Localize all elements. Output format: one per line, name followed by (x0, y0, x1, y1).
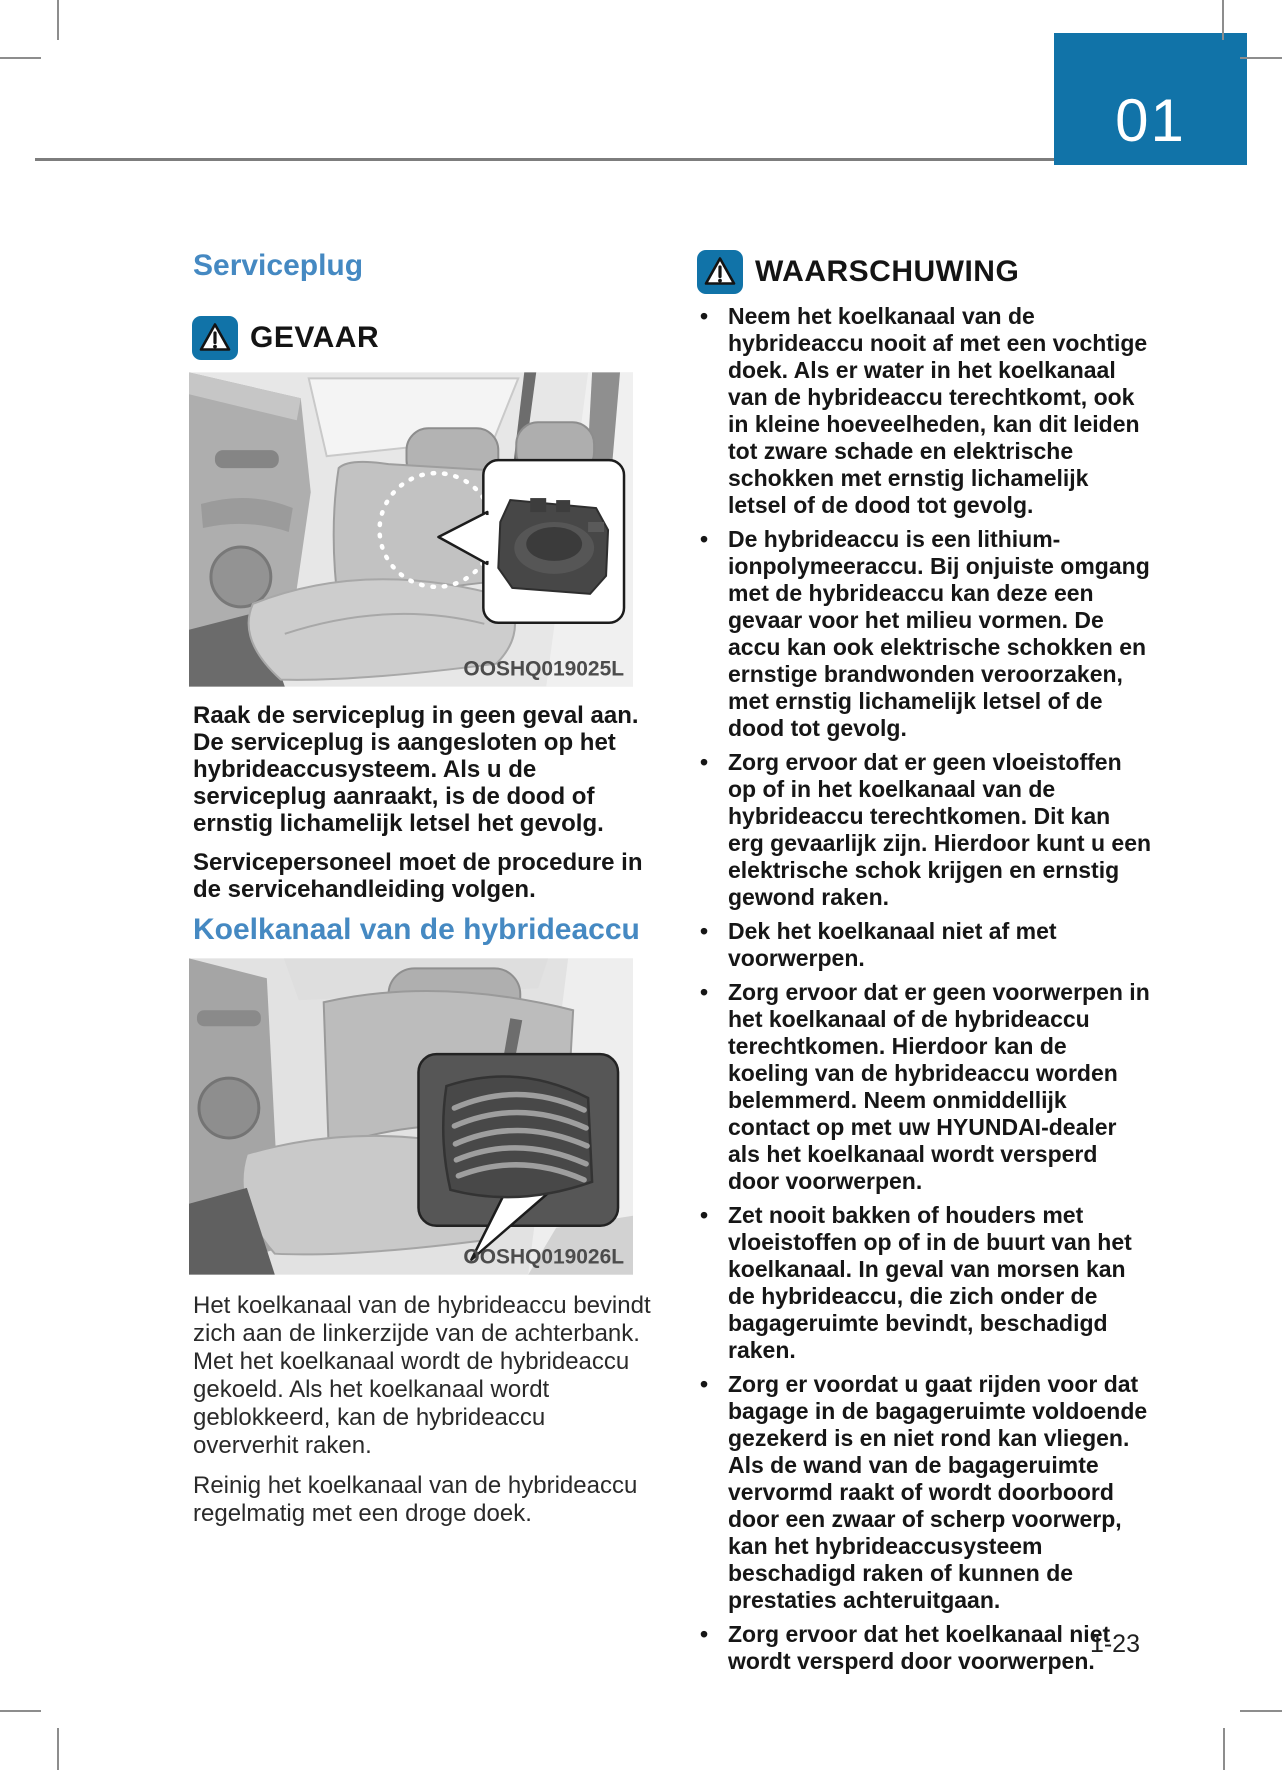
warning-list (697, 303, 1152, 1682)
crop-mark (57, 1728, 59, 1770)
danger-label: GEVAAR (250, 321, 380, 354)
rear-seat-image (189, 372, 633, 687)
image-caption: OOSHQ019026L (463, 1245, 625, 1269)
warning-triangle-icon (697, 250, 743, 294)
rear-seat-image (189, 958, 633, 1275)
warning-item (697, 1202, 1152, 1364)
warning-item-text: Dek het koelkanaal niet af met voorwerpen. (728, 918, 1057, 971)
serviceplug-illustration (189, 372, 633, 687)
chapter-number-box (1054, 33, 1247, 165)
warning-item (697, 526, 1152, 742)
warning-item-text: Zorg er voordat u gaat rijden voor dat bagage in de bagageruimte voldoende gezekerd is en niet rond kan vliegen. Als de wand van de bagageruimte vervormd raakt of wordt doorboord door een zwaar of scherp voorwerp, kan het hybrideaccusysteem beschadigd raken of kunnen de prestaties achteruitgaan. (728, 1371, 1148, 1613)
warning-item-text: Zet nooit bakken of houders met vloeistoffen op of in de buurt van het koelkanaal. In geval van morsen kan de hybrideaccu, die zich onder de bagageruimte bevindt, beschadigd raken. (728, 1202, 1132, 1363)
paragraph: Het koelkanaal van de hybrideaccu bevindt zich aan de linkerzijde van de achterbank. Met het koelkanaal wordt de hybrideaccu gekoeld. Als het koelkanaal wordt geblokkeerd, kan de hybrideaccu oververhit raken. (193, 1292, 651, 1459)
danger-header (192, 316, 379, 360)
crop-mark (0, 57, 41, 59)
warning-label: WAARSCHUWING (755, 255, 1020, 288)
crop-mark (1222, 0, 1224, 40)
warning-triangle-icon (192, 316, 238, 360)
paragraph: Servicepersoneel moet de procedure in de servicehandleiding volgen. (193, 849, 643, 903)
serviceplug-part (498, 498, 608, 594)
section-heading-koelkanaal: Koelkanaal van de hybrideaccu (193, 913, 640, 946)
cooling-duct-grille (443, 1076, 592, 1197)
crop-mark (1240, 57, 1282, 59)
warning-header (697, 250, 1019, 294)
koelkanaal-text (193, 1292, 651, 1540)
crop-mark (57, 0, 59, 40)
warning-item-text: Neem het koelkanaal van de hybrideaccu nooit af met een vochtige doek. Als er water in het koelkanaal van de hybrideaccu terechtkomt, ook in kleine hoeveelheden, kan dit leiden tot zware schade en elektrische schokken met ernstig lichamelijk letsel of de dood tot gevolg. (728, 303, 1148, 518)
crop-mark (1223, 1728, 1225, 1770)
warning-item-text: Zorg ervoor dat er geen voorwerpen in het koelkanaal of de hybrideaccu terechtkomen. Hierdoor kan de koeling van de hybrideaccu worden belemmerd. Neem onmiddellijk contact op met uw HYUNDAI-dealer als het koelkanaal wordt versperd door voorwerpen. (728, 979, 1150, 1194)
paragraph: Raak de serviceplug in geen geval aan. De serviceplug is aangesloten op het hybrideaccusysteem. Als u de serviceplug aanraakt, is de dood of ernstig lichamelijk letsel het gevolg. (193, 702, 639, 837)
warning-item (697, 918, 1152, 972)
warning-item (697, 979, 1152, 1195)
page-number: 1-23 (1089, 1630, 1140, 1658)
serviceplug-warning-text (193, 702, 648, 915)
warning-item (697, 1371, 1152, 1614)
warning-item-text: Zorg ervoor dat het koelkanaal niet wordt versperd door voorwerpen. (728, 1621, 1111, 1674)
warning-item-text: De hybrideaccu is een lithium-ionpolymeeraccu. Bij onjuiste omgang met de hybrideaccu kan deze een gevaar voor het milieu vormen. De accu kan ook elektrische schokken en ernstige brandwonden veroorzaken, met ernstig lichamelijk letsel of de dood tot gevolg. (728, 526, 1150, 741)
warning-item (697, 749, 1152, 911)
image-caption: OOSHQ019025L (463, 657, 625, 681)
paragraph: Reinig het koelkanaal van de hybrideaccu regelmatig met een droge doek. (193, 1472, 638, 1527)
chapter-number: 01 (1115, 87, 1186, 154)
warning-item (697, 303, 1152, 519)
cooling-duct-illustration (189, 958, 633, 1275)
crop-mark (0, 1710, 41, 1712)
crop-mark (1240, 1710, 1282, 1712)
warning-item-text: Zorg ervoor dat er geen vloeistoffen op of in het koelkanaal van de hybrideaccu terechtkomen. Dit kan erg gevaarlijk zijn. Hierdoor kunt u een elektrische schok krijgen en ernstig gewond raken. (728, 749, 1152, 910)
header-rule (35, 158, 1054, 161)
section-heading-serviceplug: Serviceplug (193, 249, 364, 282)
